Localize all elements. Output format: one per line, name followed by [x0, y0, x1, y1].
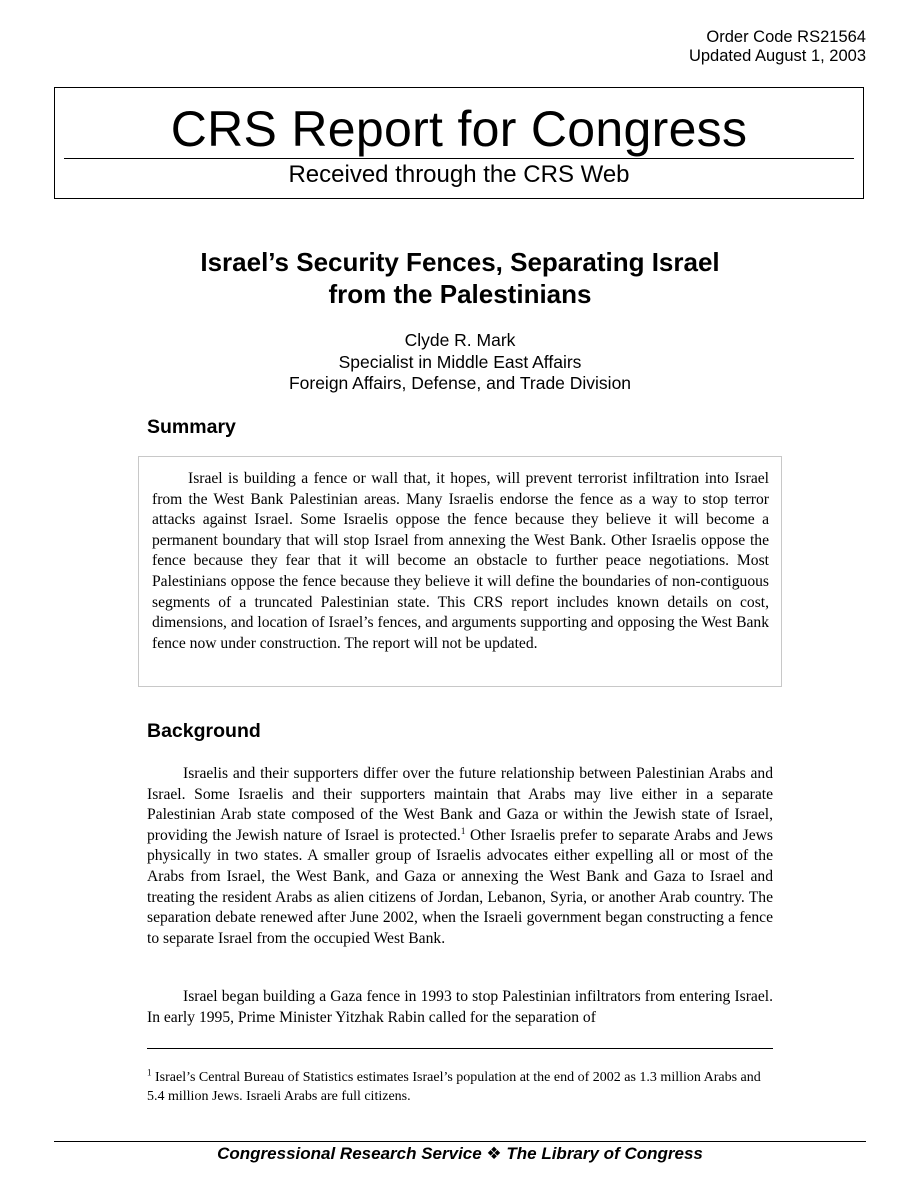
report-header-box — [54, 87, 864, 199]
document-title-line-1: Israel’s Security Fences, Separating Israel — [200, 247, 720, 277]
report-series-title: CRS Report for Congress — [170, 101, 748, 157]
summary-heading: Summary — [147, 416, 236, 438]
background-paragraph-2: Israel began building a Gaza fence in 1993 to stop Palestinian infiltrators from entering Israel. In early 1995, Prime Minister Yitzhak Rabin called for the separation of — [147, 988, 773, 1026]
footnote-number: 1 — [147, 1067, 152, 1078]
summary-box — [138, 456, 782, 687]
author-title: Specialist in Middle East Affairs — [338, 351, 582, 372]
updated-date: Updated August 1, 2003 — [688, 47, 866, 65]
order-code: Order Code RS21564 — [706, 28, 866, 46]
footnote-text: Israel’s Central Bureau of Statistics estimates Israel’s population at the end of 2002 as 1.3 million Arabs and 5.4 million Jews. Israeli Arabs are full citizens. — [147, 1070, 761, 1104]
document-title — [120, 246, 800, 310]
author-block — [120, 330, 800, 395]
background-heading: Background — [147, 720, 261, 742]
background-paragraph-1 — [147, 764, 773, 949]
page-footer: Congressional Research Service ❖ The Library of Congress — [217, 1144, 703, 1163]
footnote — [147, 1068, 777, 1106]
header-divider — [64, 158, 854, 159]
document-title-line-2: from the Palestinians — [328, 279, 592, 309]
footnote-reference[interactable]: 1 — [460, 825, 466, 836]
report-series-subtitle: Received through the CRS Web — [288, 161, 630, 188]
author-division: Foreign Affairs, Defense, and Trade Division — [288, 373, 632, 393]
footnote-divider — [147, 1048, 773, 1049]
author-name: Clyde R. Mark — [404, 330, 516, 350]
summary-text: Israel is building a fence or wall that, it hopes, will prevent terrorist infiltration into Israel from the West Bank Palestinian areas. Many Israelis endorse the fence as a way to stop terror attacks against Israel. Some Israelis oppose the fence because they believe it will become a permanent boundary that will stop Israel from annexing the West Bank. Other Israelis oppose the fence because they fear that it will become an obstacle to further peace negotiations. Most Palestinians oppose the fence because they believe it will define the boundaries of non-contiguous segments of a truncated Palestinian state. This CRS report includes known details on cost, dimensions, and location of Israel’s fences, and arguments supporting and opposing the West Bank fence now under construction. The report will not be updated. — [152, 470, 769, 652]
footer-divider — [54, 1141, 866, 1142]
paragraph-text: Other Israelis prefer to separate Arabs and Jews physically in two states. A smaller group of Israelis advocates either expelling all or most of the Arabs from Israel, the West Bank, and Gaza or annexing the West Bank and Gaza to Israel and treating the resident Arabs as alien citizens of Jordan, Lebanon, Syria, or another Arab country. The separation debate renewed after June 2002, when the Israeli government began constructing a fence to separate Israel from the occupied West Bank. — [147, 826, 773, 947]
order-code-block — [689, 28, 866, 66]
paragraph-text: Israelis and their supporters differ over the future relationship between Palestinian Arabs and Israel. Some Israelis and their supporters maintain that Arabs may live either in a separate Palestinian Arab state composed of the West Bank and Gaza or within the Jewish state of Israel, providing the Jewish nature of Israel is protected. — [147, 765, 773, 844]
